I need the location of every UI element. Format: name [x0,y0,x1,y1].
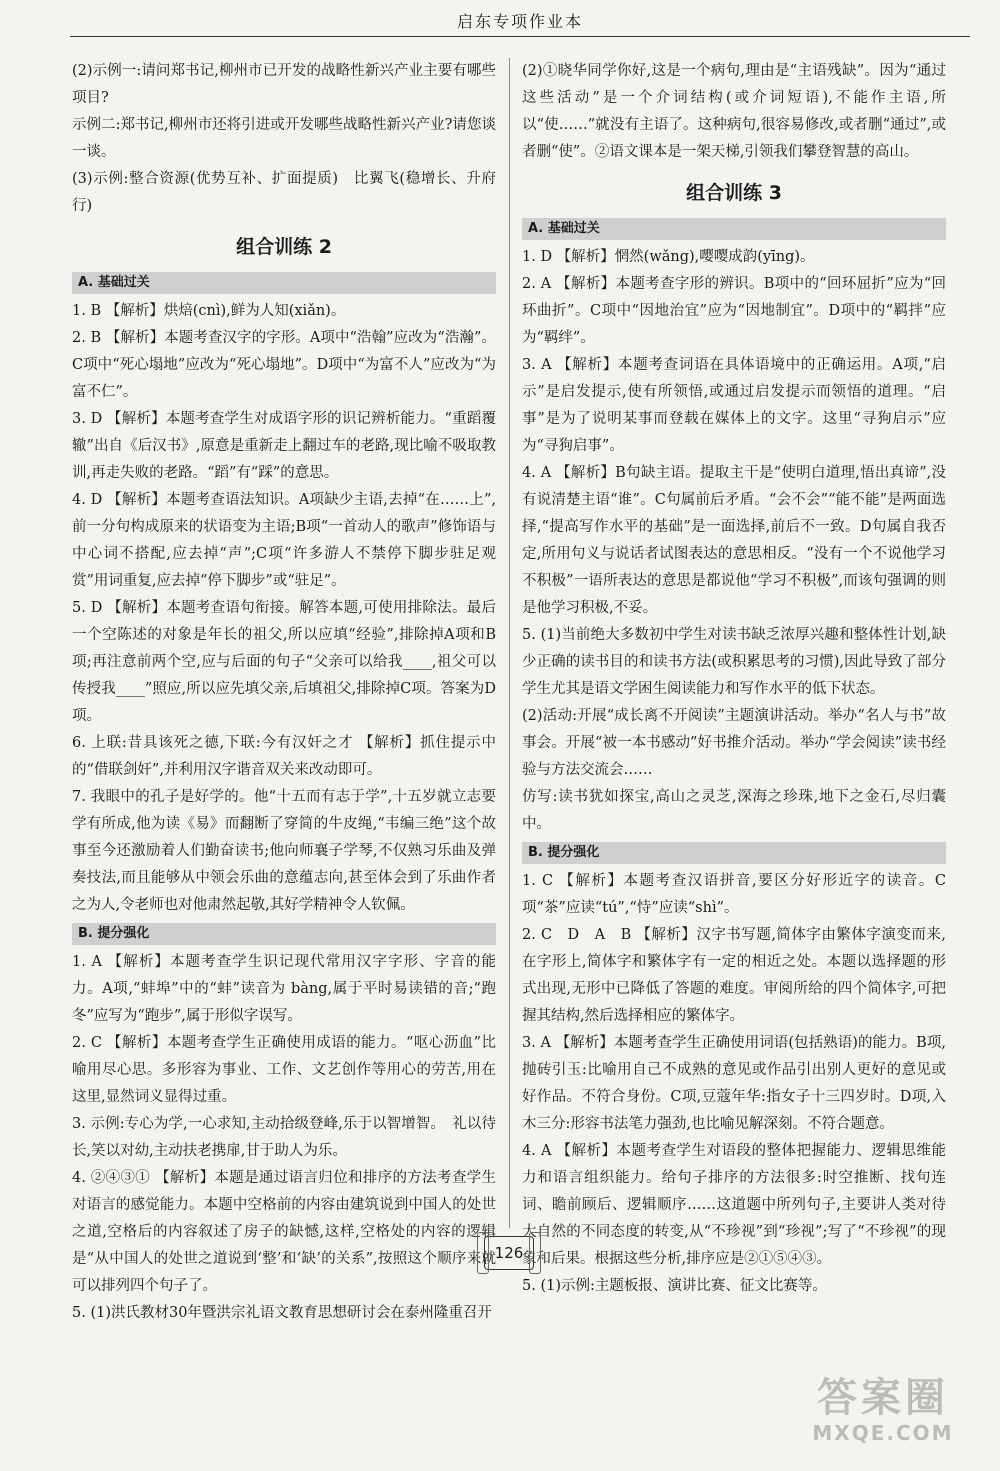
answer-item: 2. B 【解析】本题考查汉字的字形。A项中“浩翰”应改为“浩瀚”。C项中“死心塌地”应改为“死心塌地”。D项中“为富不人”应改为“为富不仁”。 [72,330,496,400]
answer-item: 5. (1)洪氏教材30年暨洪宗礼语文教育思想研讨会在泰州隆重召开 [72,1305,492,1321]
answer-item: 6. 上联:昔具该死之德,下联:今有汉奸之才 【解析】抓住提示中的“借联剑奸”,并利用汉字谐音双关来改动即可。 [72,735,496,778]
left-column [72,58,496,1327]
section-band-b: B. 提分强化 [522,842,946,864]
answer-item: 2. C D A B 【解析】汉字书写题,简体字由繁体字演变而来,在字形上,简体字和繁体字有一定的相近之处。本题以选择题的形式出现,无形中已降低了答题的难度。审阅所给的四个简体字,可把握其结构,然后选择相应的繁体字。 [522,927,946,1024]
page-header [70,8,970,37]
left-intro-line: (3)示例:整合资源(优势互补、扩面提质) 比翼飞(稳增长、升府行) [72,171,496,214]
answer-item: 仿写:读书犹如探宝,高山之灵芝,深海之珍珠,地下之金石,尽归囊中。 [522,789,946,832]
right-column [522,58,946,1300]
page-number: 126 [484,1236,534,1270]
answer-item: 4. D 【解析】本题考查语法知识。A项缺少主语,去掉“在……上”,前一分句构成原来的状语变为主语;B项“一首动人的歌声”修饰语与中心词不搭配,应去掉“声”;C项“许多游人不禁停下脚步驻足观赏”用词重复,应去掉“停下脚步”或“驻足”。 [72,492,496,589]
answer-item: 3. D 【解析】本题考查学生对成语字形的识记辨析能力。“重蹈覆辙”出自《后汉书》,原意是重新走上翻过车的老路,现比喻不吸取教训,再走失败的老路。“蹈”有“踩”的意思。 [72,411,496,481]
left-intro-line: (2)示例一:请问郑书记,柳州市已开发的战略性新兴产业主要有哪些项目? [72,63,496,106]
section-band-b: B. 提分强化 [72,923,496,945]
column-divider [509,58,510,1228]
answer-item: 2. C 【解析】本题考查学生正确使用成语的能力。“呕心沥血”比喻用尽心思。多形容为事业、工作、文艺创作等用心的劳苦,用在这里,显然词义显得过重。 [72,1035,496,1105]
answer-item: 1. D 【解析】惘然(wǎng),嘤嘤成韵(yīng)。 [522,249,815,265]
watermark-text: 答案圈 [817,1375,949,1421]
left-intro-line: 示例二:郑书记,柳州市还将引进或开发哪些战略性新兴产业?请您谈一谈。 [72,117,496,160]
answer-item: 4. ②④③① 【解析】本题是通过语言归位和排序的方法考查学生对语言的感觉能力。本题中空格前的内容由建筑说到中国人的处世之道,空格后的内容叙述了房子的缺憾,这样,空格处的内容的逻辑是“从中国人的处世之道说到‘整’和‘缺’的关系”,按照这个顺序来就可以排列四个句子了。 [72,1170,496,1294]
section-title: 组合训练 2 [236,236,332,258]
section-title: 组合训练 3 [686,182,782,204]
answer-item: 1. B 【解析】烘焙(cnì),鲜为人知(xiǎn)。 [72,303,346,319]
answer-item: 5. (1)示例:主题板报、演讲比赛、征文比赛等。 [522,1278,827,1294]
answer-item: 4. A 【解析】本题考查学生对语段的整体把握能力、逻辑思维能力和语言组织能力。给句子排序的方法很多:时空推断、找句连词、瞻前顾后、逻辑顺序……这道题中所列句子,主要讲人类对待大自然的不同态度的转变,从“不珍视”到“珍视”;写了“不珍视”的现象和后果。根据这些分析,排序应是②①⑤④③。 [522,1143,946,1267]
answer-item: 3. A 【解析】本题考查词语在具体语境中的正确运用。A项,“启示”是启发提示,使有所领悟,或通过启发提示而领悟的道理。“启事”是为了说明某事而登载在媒体上的文字。这里“寻狗启示”应为“寻狗启事”。 [522,357,946,454]
watermark-url: MXQE.COM [812,1421,954,1445]
answer-item: 5. D 【解析】本题考查语句衔接。解答本题,可使用排除法。最后一个空陈述的对象是年长的祖父,所以应填“经验”,排除掉A项和B项;再注意前两个空,应与后面的句子“父亲可以给我____,祖父可以传授我____”照应,所以应先填父亲,后填祖父,排除掉C项。答案为D项。 [72,600,496,724]
right-intro-line: (2)①晓华同学你好,这是一个病句,理由是“主语残缺”。因为“通过这些活动”是一个介词结构(或介词短语),不能作主语,所以“使……”就没有主语了。这种病句,很容易修改,或者删“通过”,或者删“使”。②语文课本是一架天梯,引领我们攀登智慧的高山。 [522,63,946,160]
section-band-a: A. 基础过关 [522,218,946,240]
answer-item: (2)活动:开展“成长离不开阅读”主题演讲活动。举办“名人与书”故事会。开展“被一本书感动”好书推介活动。举办“学会阅读”读书经验与方法交流会…… [522,708,946,778]
section-band-a: A. 基础过关 [72,272,496,294]
answer-item: 3. 示例:专心为学,一心求知,主动拾级登峰,乐于以智增智。 礼以待长,笑以对幼,主动扶老携扉,甘于助人为乐。 [72,1116,496,1159]
answer-item: 4. A 【解析】B句缺主语。提取主干是“使明白道理,悟出真谛”,没有说清楚主语“谁”。C句属前后矛盾。“会不会”“能不能”是两面选择,“提高写作水平的基础”是一面选择,前后不一致。D句属自我否定,所用句义与说话者试图表达的意思相反。“没有一个不说他学习不积极”一语所表达的意思是都说他“学习不积极”,而该句强调的则是他学习积极,不妥。 [522,465,946,616]
header-title: 启东专项作业本 [456,12,583,31]
answer-item: 2. A 【解析】本题考查字形的辨识。B项中的“回环屈折”应为“回环曲折”。C项中“因地治宜”应为“因地制宜”。D项中的“羁拌”应为“羁绊”。 [522,276,946,346]
answer-item: 1. C 【解析】本题考查汉语拼音,要区分好形近字的读音。C项“茶”应读“tú”,“恃”应读“shì”。 [522,873,946,916]
answer-item: 1. A 【解析】本题考查学生识记现代常用汉字字形、字音的能力。A项,“蚌埠”中的“蚌”读音为 bàng,属于平时易读错的音;“跑冬”应写为“跑步”,属于形似字误写。 [72,954,496,1024]
answer-item: 3. A 【解析】本题考查学生正确使用词语(包括熟语)的能力。B项,抛砖引玉:比喻用自己不成熟的意见或作品引出别人更好的意见或好作品。不符合身份。C项,豆蔻年华:指女子十三四岁时。D项,入木三分:形容书法笔力强劲,也比喻见解深刻。不符合题意。 [522,1035,946,1132]
answer-item: 5. (1)当前绝大多数初中学生对读书缺乏浓厚兴趣和整体性计划,缺少正确的读书目的和读书方法(或积累思考的习惯),因此导致了部分学生尤其是语文学困生阅读能力和写作水平的低下状态。 [522,627,946,697]
watermark-logo [788,1375,978,1455]
answer-item: 7. 我眼中的孔子是好学的。他“十五而有志于学”,十五岁就立志要学有所成,他为读《易》而翻断了穿简的牛皮绳,“韦编三绝”这个故事至今还激励着人们勤奋读书;他向师襄子学琴,不仅熟习乐曲及弹奏技法,而且能够从中领会乐曲的意蕴志向,甚至体会到了乐曲作者之为人,令老师也对他肃然起敬,其好学精神令人钦佩。 [72,789,496,913]
